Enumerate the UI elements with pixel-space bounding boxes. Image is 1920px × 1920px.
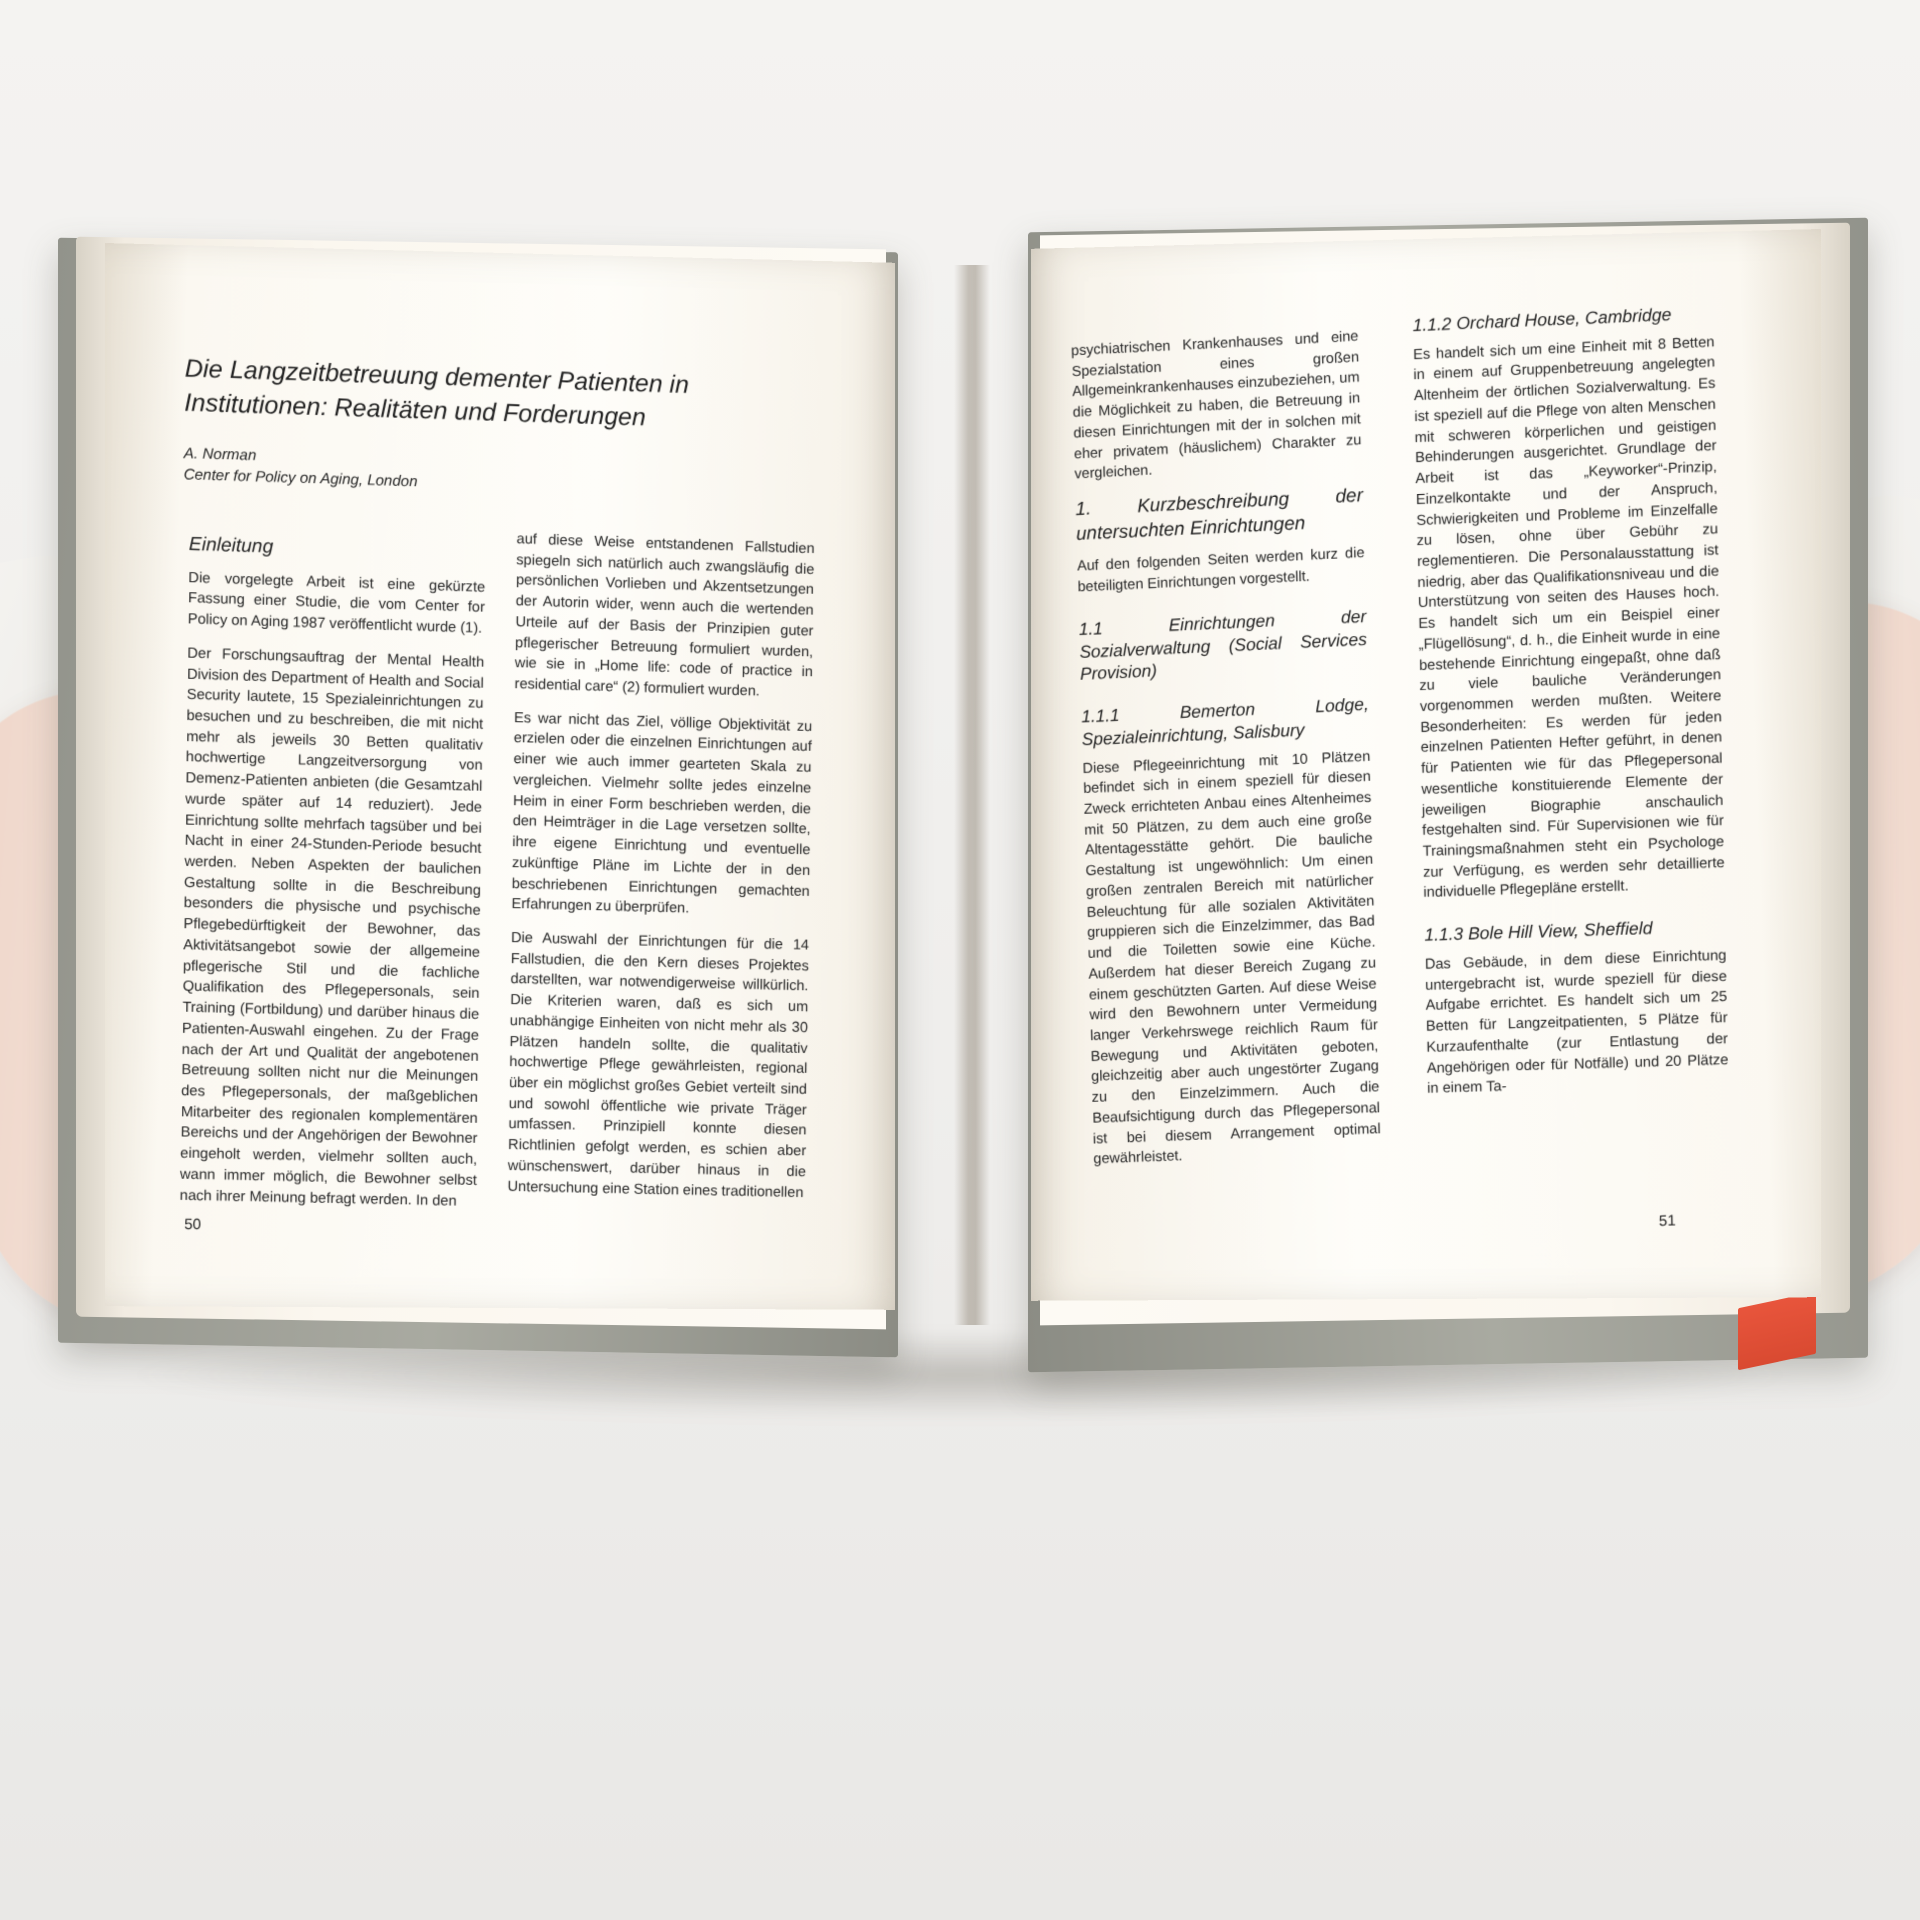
paragraph: Diese Pflegeeinrichtung mit 10 Plätzen befindet sich in einem speziell für diesen Zweck errichteten Anbau eines Altenheimes mit 50 Plätzen, zu dem auch eine große Altentagesstätte gehört. Die bauliche Gestaltung ist ungewöhnlich: Um einen großen zentralen Bereich mit natürlicher Beleuchtung für alle sozialen Aktivitäten gruppieren sich die Einzelzimmer, das Bad und die Toiletten sowie eine Küche. Außerdem hat dieser Bereich Zugang zu einem geschützten Garten. Auf diese Weise wird den Bewohnern unter Vermeidung langer Verkehrswege reichlich Raum für Bewegung und Aktivitäten geboten, gleichzeitig aber auch ungestörter Zugang zu den Einzelzimmern. Auch die Beaufsichtigung durch das Pflegepersonal ist bei diesem Arrangement optimal gewährleistet. [1082,748,1381,1168]
page-number-left: 50 [184,1215,202,1234]
subsection-heading-1-1-3: 1.1.3 Bole Hill View, Sheffield [1424,917,1653,945]
right-page [1031,229,1821,1301]
article-header [184,352,825,506]
author-affiliation: Center for Policy on Aging, London [183,466,418,491]
right-page-column-1 [1071,327,1382,1183]
section-heading-einleitung: Einleitung [188,533,274,558]
paragraph: Die Auswahl der Einrichtungen für die 14 Fallstudien, die den Kern dieses Projektes darstellten, war notwendigerweise willkürlich. Die Kriterien waren, daß es sich um unabhängige Einheiten von nicht mehr als 30 Plätzen handeln sollte, die qualitativ hochwertige Pflege gewährleisten, regional über ein möglichst großes Gebiet verteilt sind und sowohl öffentliche wie private Träger umfassen. Prinzipiell konnte diesen Richtlinien gefolgt werden, es schien aber wünschenswert, darüber hinaus in die Untersuchung eine Station eines traditionellen [507,929,810,1201]
page-title: Die Langzeitbetreuung dementer Patienten in Institutionen: Realitäten und Forderungen [184,354,690,432]
open-book [48,205,1878,1365]
subsection-heading-1-1: 1.1 Einrichtungen der Sozialverwaltung (Social Services Provision) [1078,605,1368,685]
page-number-right: 51 [1658,1212,1676,1230]
book-gutter [954,265,990,1325]
subsection-heading-1-1-2: 1.1.2 Orchard House, Cambridge [1412,304,1672,336]
paragraph: psychiatrischen Krankenhauses und eine Spezialstation eines großen Allgemeinkrankenhauses einzubeziehen, um die Möglichkeit zu haben, die Betreuung in diesen Einrichtungen mit der in solchen mit eher privatem (häuslichem) Charakter zu vergleichen. [1070,328,1362,483]
paragraph: Das Gebäude, in dem diese Einrichtung untergebracht ist, wurde speziell für diese Aufgabe errichtet. Es handelt sich um 25 Betten für Langzeitpatienten, 5 Plätze für Kurzaufenthalte (zur Entlastung der Angehörigen oder für Notfälle) und 20 Plätze in einem Ta- [1424,947,1729,1097]
paragraph: Es war nicht das Ziel, völlige Objektivität zu erzielen oder die einzelnen Einrichtungen auf einer wie auch immer gearteten Skala zu vergleichen. Vielmehr sollte jedes einzelne Heim in einer Form beschrieben werden, die den Heimträger in die Lage versetzen sollte, ihre eigene Einrichtung und eventuelle zukünftige Pläne im Lichte der in den beschriebenen Einrichtungen gemachten Erfahrungen zu überprüfen. [511,709,813,917]
subsection-heading-1-1-1: 1.1.1 Bemerton Lodge, Spezialeinrichtung, Salisbury [1080,693,1370,750]
left-page-column-1 [179,533,485,1225]
left-page-column-2 [507,529,814,1216]
paragraph: Der Forschungsauftrag der Mental Health Division des Department of Health and Social Security lautete, 15 Spezialeinrichtungen zu besuchen und zu beschreiben, die mit nicht mehr als jeweils 30 Betten qualitativ hochwertige Langzeitversorgung von Demenz-Patienten anbieten (die Gesamtzahl wurde später auf 14 reduziert). Jede Einrichtung sollte mehrfach tagsüber und bei Nacht in einer 24-Stunden-Periode besucht werden. Neben Aspekten der baulichen Gestaltung sollte in die Beschreibung besonders die physische und psychische Pflegebedürftigkeit der Bewohner, das Aktivitätsangebot sowie der allgemeine pflegerische Stil und die fachliche Qualifikation des Pflegepersonals, sein Training (Fortbildung) und darüber hinaus die Patienten-Auswahl eingehen. Zu der Frage nach der Art und Qualität der angebotenen Betreuung sollten nicht nur die Meinungen des Pflegepersonals, der maßgeblichen Mitarbeiter des regionalen komplementären Bereichs und der Angehörigen der Bewohner eingeholt werden, vielmehr sollten auch, wann immer möglich, die Bewohner selbst nach ihrer Meinung befragt werden. In den [179,645,485,1209]
author-name: A. Norman [183,444,257,464]
section-heading-kurzbeschreibung: 1. Kurzbeschreibung der untersuchten Einrichtungen [1075,485,1364,545]
paragraph: Es handelt sich um eine Einheit mit 8 Betten in einem auf Gruppenbetreuung angelegten Altenheim der örtlichen Sozialverwaltung. Es ist speziell auf die Pflege von alten Menschen mit schweren körperlichen und geistigen Behinderungen ausgerichtet. Grundlage der Arbeit ist das „Keyworker“-Prinzip, Einzelkontakte und der Anspruch, Schwierigkeiten und Probleme im Einzelfalle zu lösen, ohne über Gebühr zu reglementieren. Die Personalausstattung ist niedrig, aber das Qualifikationsniveau und die Unterstützung von seiten des Hauses hoch. Es handelt sich um ein Beispiel einer „Flügellösung“, d. h., die Einheit wurde in eine bestehende Einrichtung eingepaßt, ohne daß zu viele bauliche Veränderungen vorgenommen werden mußten. Weitere Besonderheiten: Es werden für jeden einzelnen Patienten Hefter geführt, in denen für Patienten wie für das Pflegepersonal wesentliche konstituierende Elemente der jeweiligen Biographie anschaulich festgehalten sind. Für Supervisionen wie für Trainingsmaßnahmen steht ein Psychologe zur Verfügung, es werden sehr detaillierte individuelle Pflegepläne erstellt. [1412,334,1725,902]
right-page-column-2 [1412,301,1729,1112]
paragraph: Die vorgelegte Arbeit ist eine gekürzte Fassung einer Studie, die vom Center for Policy on Aging 1987 veröffentlicht wurde (1). [187,569,486,637]
left-page [105,243,895,1310]
paragraph: auf diese Weise entstandenen Fallstudien spiegeln sich natürlich auch zwangsläufig die persönlichen Vorlieben und Akzentsetzungen der Autorin wider, wenn auch die wertenden Urteile auf der Basis der Prinzipien guter pflegerischer Betreuung formuliert wurden, wie sie in „Home life: code of practice in residential care“ (2) formuliert wurden. [514,531,815,700]
paragraph: Auf den folgenden Seiten werden kurz die beteiligten Einrichtungen vorgestellt. [1076,545,1365,596]
